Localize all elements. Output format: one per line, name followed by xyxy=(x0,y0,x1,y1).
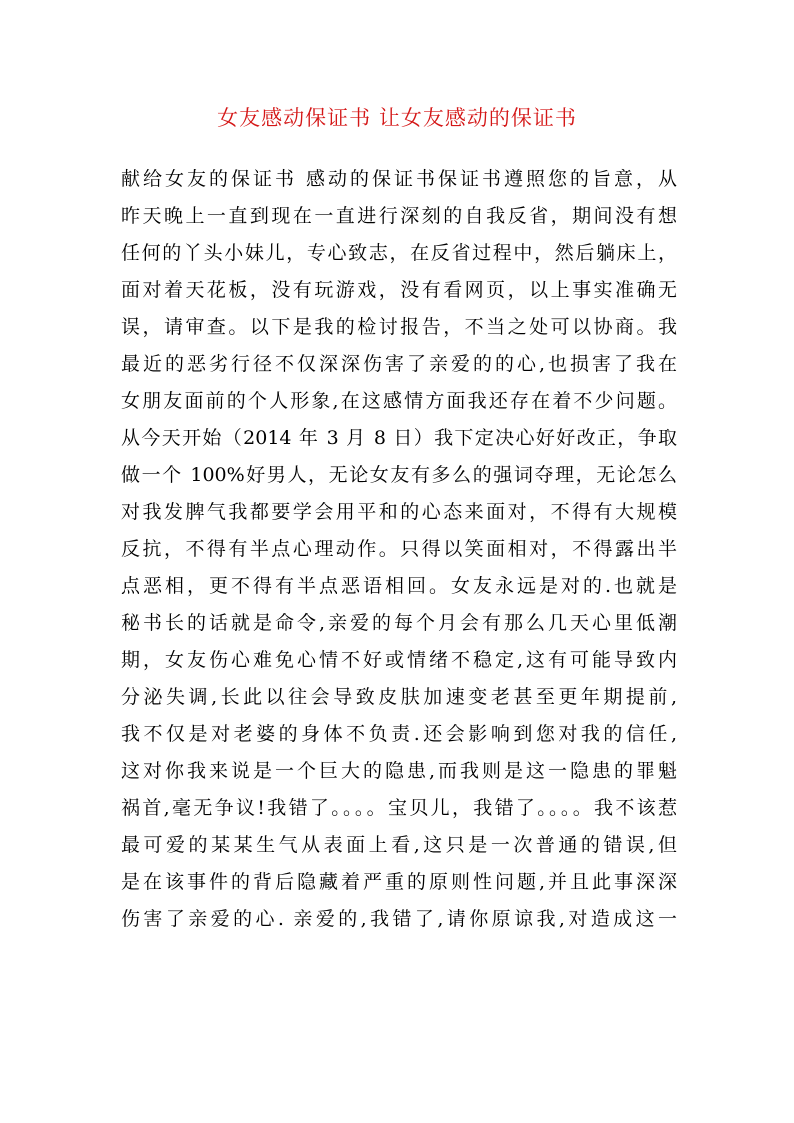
body-line: 秘书长的话就是命令,亲爱的每个月会有那么几天心里低潮 xyxy=(121,612,677,634)
body-line: 昨天晚上一直到现在一直进行深刻的自我反省，期间没有想 xyxy=(121,205,677,227)
body-line: 做一个 100%好男人，无论女友有多么的强词夺理，无论怎么 xyxy=(121,464,677,486)
body-line: 面对着天花板，没有玩游戏，没有看网页，以上事实准确无 xyxy=(121,279,677,301)
body-line: 点恶相，更不得有半点恶语相回。女友永远是对的.也就是 xyxy=(121,575,677,597)
body-line: 分泌失调,长此以往会导致皮肤加速变老甚至更年期提前, xyxy=(121,686,677,708)
body-line: 我不仅是对老婆的身体不负责.还会影响到您对我的信任, xyxy=(121,723,677,745)
body-line: 任何的丫头小妹儿，专心致志，在反省过程中，然后躺床上， xyxy=(121,242,677,264)
body-line: 最可爱的某某生气从表面上看,这只是一次普通的错误,但 xyxy=(121,834,677,856)
document-title: 女友感动保证书 让女友感动的保证书 xyxy=(217,106,577,130)
body-line: 最近的恶劣行径不仅深深伤害了亲爱的的心,也损害了我在 xyxy=(121,353,677,375)
body-line: 反抗，不得有半点心理动作。只得以笑面相对，不得露出半 xyxy=(121,538,677,560)
body-line: 祸首,毫无争议!我错了。。。。宝贝儿，我错了。。。。我不该惹 xyxy=(121,797,677,819)
body-line: 从今天开始（2014 年 3 月 8 日）我下定决心好好改正，争取 xyxy=(121,427,677,449)
body-line: 伤害了亲爱的心. 亲爱的,我错了,请你原谅我,对造成这一 xyxy=(121,908,677,930)
body-line: 对我发脾气我都要学会用平和的心态来面对，不得有大规模 xyxy=(121,501,677,523)
body-line: 是在该事件的背后隐藏着严重的原则性问题,并且此事深深 xyxy=(121,871,677,893)
body-line: 女朋友面前的个人形象,在这感情方面我还存在着不少问题。 xyxy=(121,390,677,412)
body-line: 这对你我来说是一个巨大的隐患,而我则是这一隐患的罪魁 xyxy=(121,760,677,782)
body-line: 期，女友伤心难免心情不好或情绪不稳定,这有可能导致内 xyxy=(121,649,677,671)
document-body xyxy=(121,161,677,938)
body-line: 献给女友的保证书 感动的保证书保证书遵照您的旨意，从 xyxy=(121,168,677,190)
body-line: 误，请审查。以下是我的检讨报告，不当之处可以协商。我 xyxy=(121,316,677,338)
